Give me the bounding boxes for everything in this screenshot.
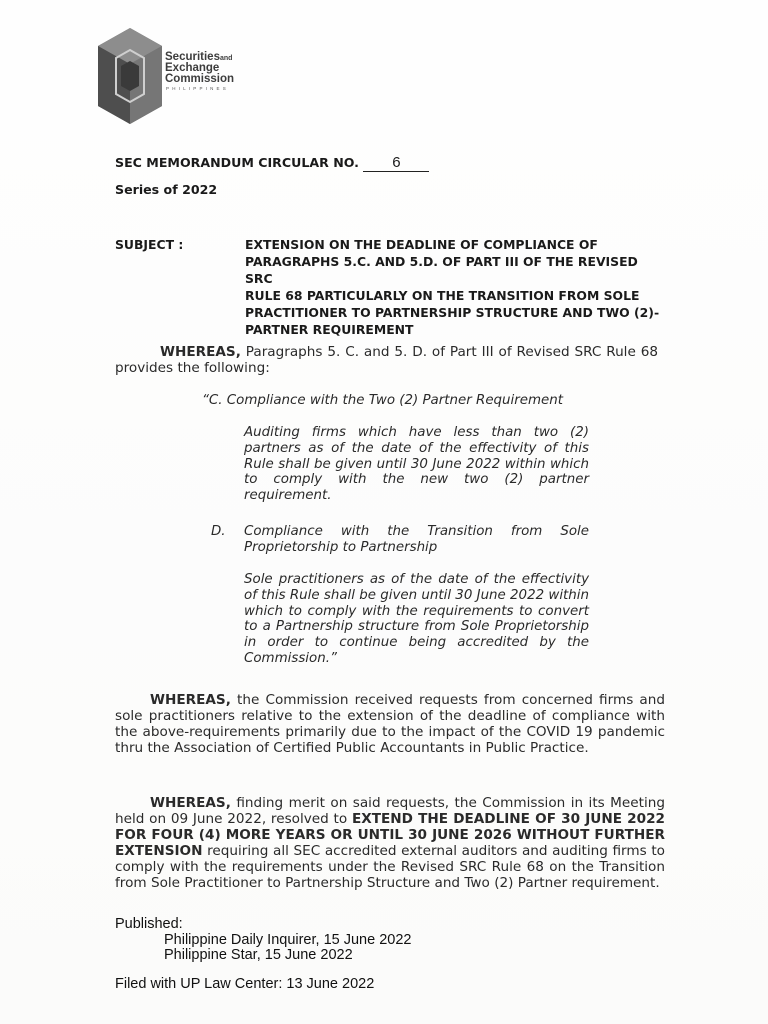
whereas-paragraph-2	[115, 692, 665, 756]
whereas-text: requiring all SEC accredited external auditors and auditing firms to comply with the requirements under the Revised SRC Rule 68 on the Transition from Sole Practitioner to Partnership Structure and Two (2) Partner requirement.	[115, 843, 665, 891]
quote-d-heading: Compliance with the Transition from Sole Proprietorship to Partnership	[244, 524, 589, 555]
published-item: Philippine Star, 15 June 2022	[164, 947, 353, 963]
subject-block	[245, 236, 665, 338]
whereas-text: Paragraphs 5. C. and 5. D. of Part III of Revised SRC Rule 68 provides the following:	[115, 344, 659, 376]
whereas-paragraph-1	[115, 344, 658, 376]
quote-d-body: Sole practitioners as of the date of the effectivity of this Rule shall be given until 30 June 2022 within which to comply with the requirements to convert to a Partnership structure from Sole Proprietorship in order to continue being accredited by the Commission.”	[244, 572, 589, 666]
subject-line: EXTENSION ON THE DEADLINE OF COMPLIANCE OF	[245, 237, 598, 252]
logo-text-line2: Exchange	[165, 62, 220, 74]
logo-country: PHILIPPINES	[166, 86, 229, 91]
published-label: Published:	[115, 916, 183, 932]
quote-c-body: Auditing firms which have less than two (2) partners as of the date of the effectivity of this Rule shall be given until 30 June 2022 within which to comply with the new two (2) partner requirement.	[244, 425, 589, 504]
whereas-lead: WHEREAS,	[150, 795, 231, 811]
logo-text-line1: Securitiesand	[165, 51, 233, 63]
quote-c-heading: “C. Compliance with the Two (2) Partner Requirement	[202, 393, 564, 408]
subject-line: PARAGRAPHS 5.C. AND 5.D. OF PART III OF THE REVISED SRC	[245, 254, 638, 286]
quote-d-label: D.	[211, 524, 226, 539]
whereas-resolution: EXTEND THE DEADLINE OF 30 JUNE 2022 FOR FOUR (4) MORE YEARS OR UNTIL 30 JUNE 2026 WITHOUT FURTHER EXTENSION	[115, 811, 665, 859]
logo-text-line3: Commission	[165, 73, 235, 85]
subject-line: PARTNER REQUIREMENT	[245, 322, 414, 337]
memo-series: Series of 2022	[115, 182, 218, 197]
subject-label: SUBJECT :	[115, 237, 184, 252]
whereas-text: the Commission received requests from concerned firms and sole practitioners relative to the extension of the deadline of compliance with the above-requirements primarily due to the impact of the COVID 19 pandemic thru the Association of Certified Public Accountants in Public Practice.	[115, 692, 665, 756]
whereas-text: finding merit on said requests, the Commission in its Meeting held on 09 June 2022, resolved to	[115, 795, 665, 827]
sec-logo-icon	[96, 26, 164, 126]
filed-note: Filed with UP Law Center: 13 June 2022	[115, 976, 375, 992]
sec-logo	[96, 26, 271, 126]
memo-circular-title	[115, 154, 429, 172]
whereas-lead: WHEREAS,	[150, 692, 231, 708]
subject-line: RULE 68 PARTICULARLY ON THE TRANSITION FROM SOLE	[245, 288, 640, 303]
subject-line: PRACTITIONER TO PARTNERSHIP STRUCTURE AND TWO (2)-	[245, 305, 660, 320]
memo-circular-number: 6	[363, 154, 429, 172]
memo-circular-label: SEC MEMORANDUM CIRCULAR NO.	[115, 155, 359, 170]
whereas-paragraph-3	[115, 795, 665, 891]
whereas-lead: WHEREAS,	[160, 344, 241, 360]
published-item: Philippine Daily Inquirer, 15 June 2022	[164, 932, 412, 948]
